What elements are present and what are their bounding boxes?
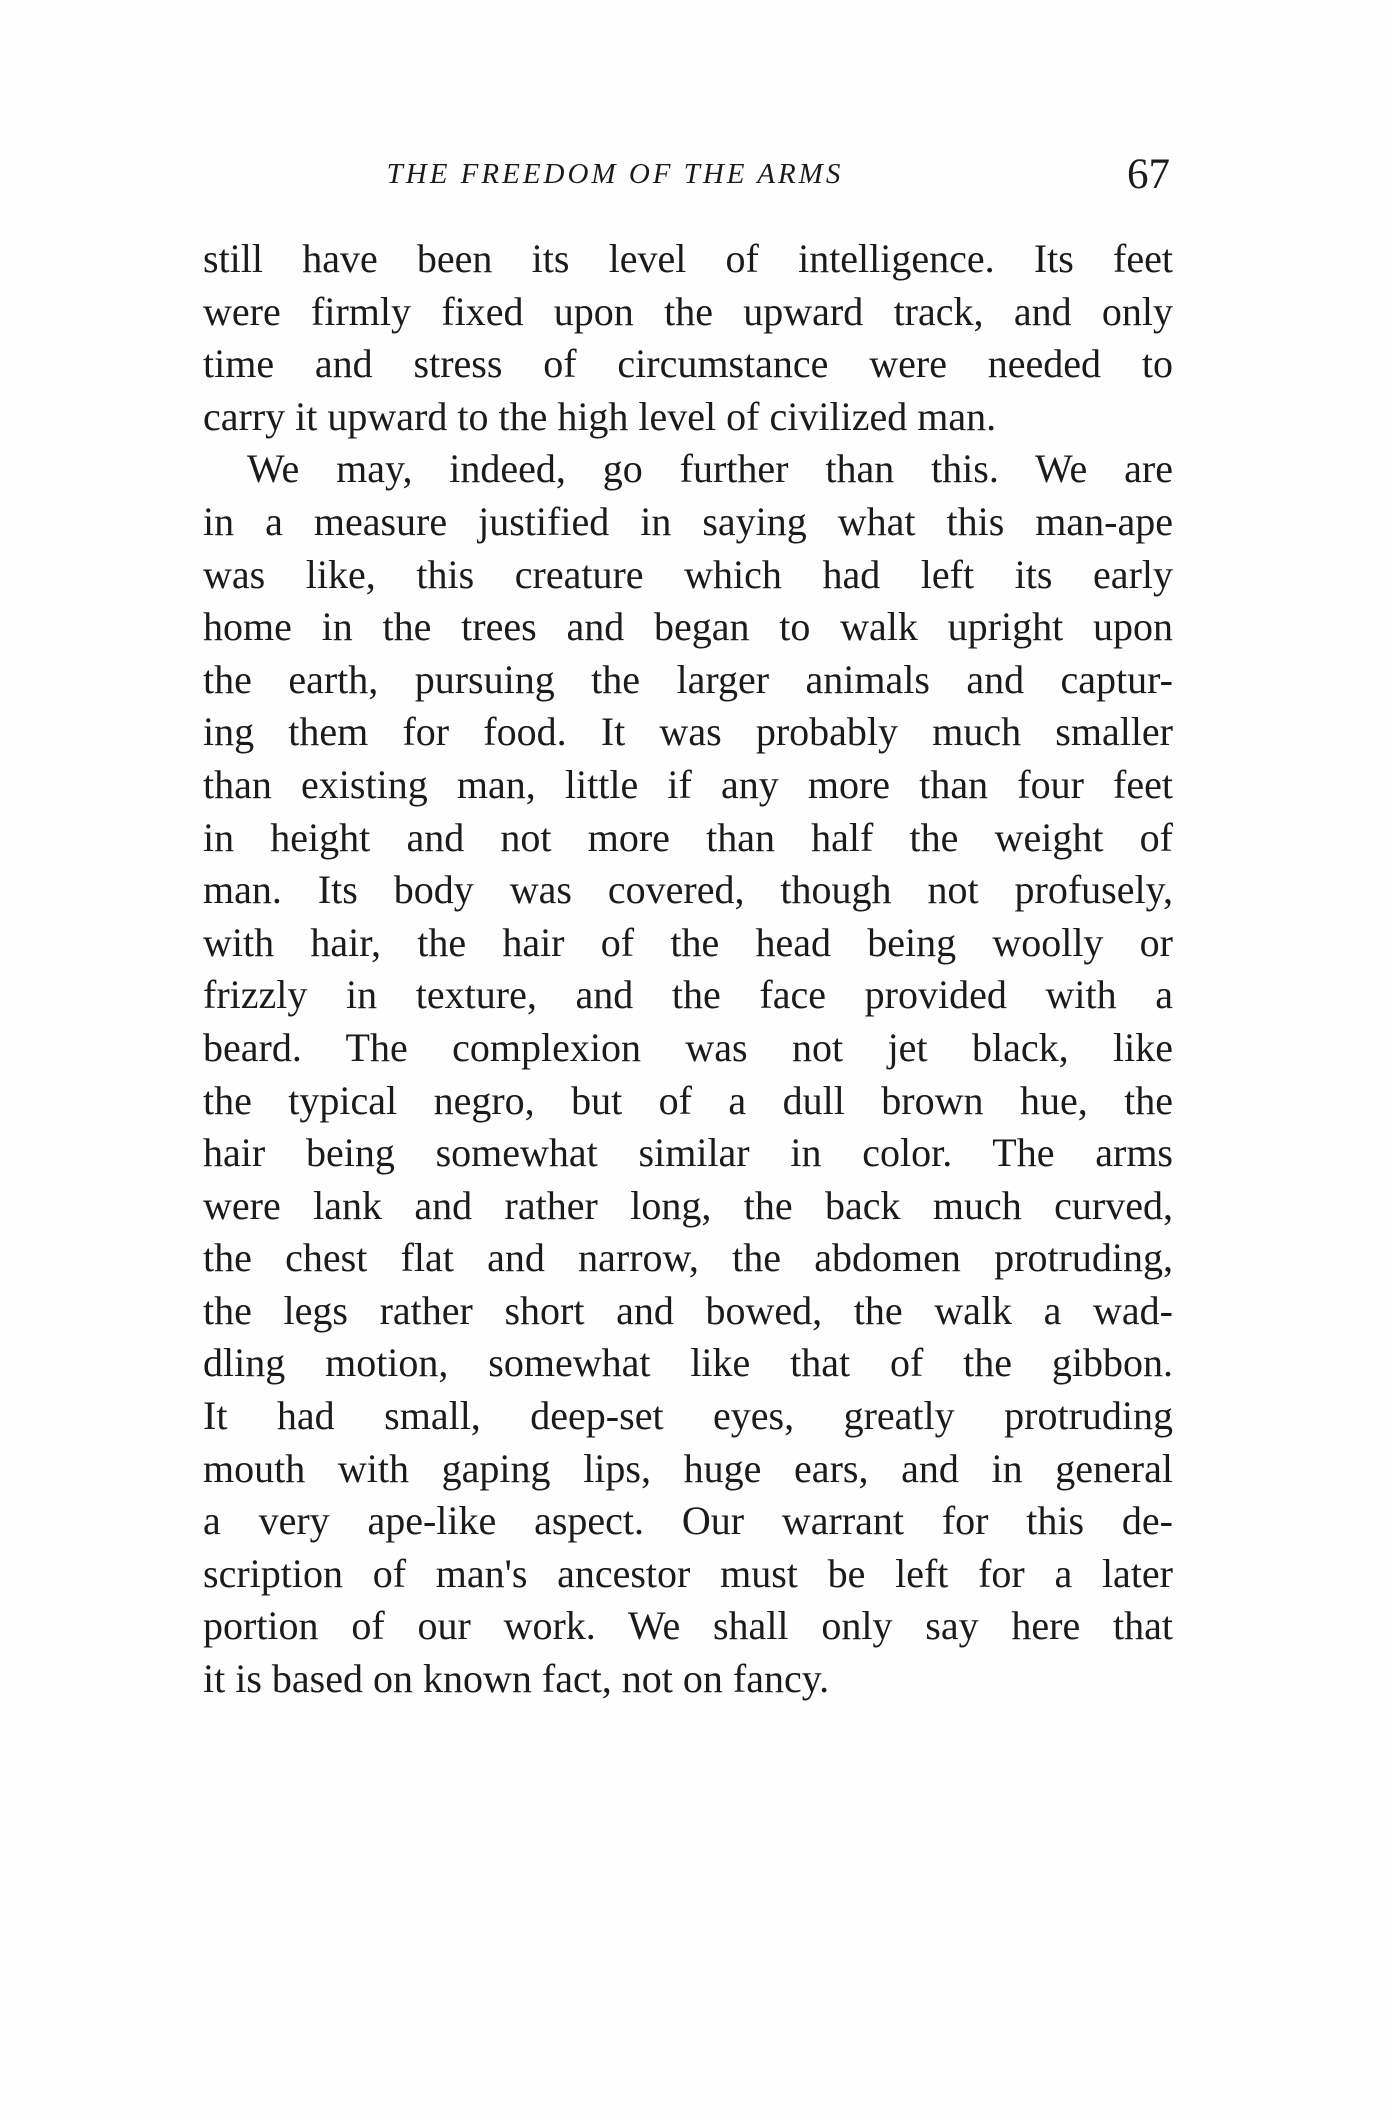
text-line: dling motion, somewhat like that of the gibbon. bbox=[203, 1340, 1173, 1386]
text-line: were firmly fixed upon the upward track, and only bbox=[203, 288, 1173, 334]
text-line: were lank and rather long, the back much curved, bbox=[203, 1182, 1173, 1228]
text-line: was like, this creature which had left its early bbox=[203, 551, 1173, 597]
text-line: scription of man's ancestor must be left for a later bbox=[203, 1550, 1173, 1596]
text-line: the earth, pursuing the larger animals and captur- bbox=[203, 656, 1173, 702]
text-line: still have been its level of intelligence. Its feet bbox=[203, 236, 1173, 281]
running-head bbox=[200, 150, 1170, 210]
text-line: with hair, the hair of the head being woolly or bbox=[203, 919, 1173, 965]
text-line: portion of our work. We shall only say here that bbox=[203, 1603, 1173, 1649]
text-line: ing them for food. It was probably much smaller bbox=[203, 709, 1173, 755]
text-line: home in the trees and began to walk upright upon bbox=[203, 604, 1173, 650]
text-line: in a measure justified in saying what this man-ape bbox=[203, 498, 1173, 544]
running-title: THE FREEDOM OF THE ARMS bbox=[386, 158, 844, 190]
text-line: than existing man, little if any more than four feet bbox=[203, 761, 1173, 807]
text-line: a very ape-like aspect. Our warrant for this de- bbox=[203, 1498, 1173, 1544]
text-line: beard. The complexion was not jet black, like bbox=[203, 1024, 1173, 1070]
body-text bbox=[203, 233, 1173, 1706]
text-line: hair being somewhat similar in color. The arms bbox=[203, 1130, 1173, 1176]
text-line: We may, indeed, go further than this. We are bbox=[247, 446, 1173, 492]
text-line: the chest flat and narrow, the abdomen protruding, bbox=[203, 1235, 1173, 1281]
text-line: carry it upward to the high level of civilized man. bbox=[203, 393, 997, 439]
text-line: man. Its body was covered, though not profusely, bbox=[203, 867, 1173, 913]
text-line: the typical negro, but of a dull brown hue, the bbox=[203, 1077, 1173, 1123]
text-line: mouth with gaping lips, huge ears, and in general bbox=[203, 1445, 1173, 1491]
text-line: time and stress of circumstance were needed to bbox=[203, 341, 1173, 387]
text-line: the legs rather short and bowed, the walk a wad- bbox=[203, 1287, 1173, 1333]
text-line: in height and not more than half the weight of bbox=[203, 814, 1173, 860]
text-line: It had small, deep-set eyes, greatly protruding bbox=[203, 1393, 1173, 1439]
text-line: frizzly in texture, and the face provided with a bbox=[203, 972, 1173, 1018]
page-number: 67 bbox=[1127, 151, 1170, 198]
text-line: it is based on known fact, not on fancy. bbox=[203, 1656, 830, 1702]
